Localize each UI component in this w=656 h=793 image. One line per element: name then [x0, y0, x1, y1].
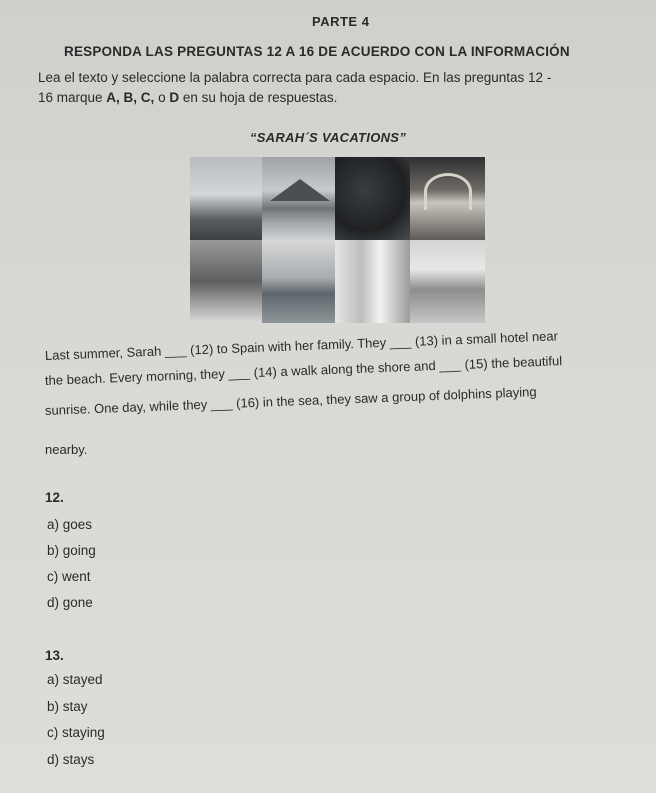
instruction-letters: A, B, C,: [106, 90, 155, 105]
section-heading: RESPONDA LAS PREGUNTAS 12 A 16 DE ACUERDO CON LA INFORMACIÓN: [64, 44, 570, 59]
reading-title: “SARAH´S VACATIONS”: [249, 130, 407, 145]
option-d[interactable]: d) gone: [47, 595, 93, 610]
option-d[interactable]: d) stays: [47, 752, 95, 767]
instruction-line2-pre: 16 marque: [38, 90, 107, 105]
instruction-d: D: [169, 90, 180, 105]
passage-line-2: the beach. Every morning, they ___ (14) a walk along the shore and ___ (15) the beautiful: [44, 353, 563, 388]
question-number: 12.: [45, 490, 64, 505]
photo-hillside-town: [410, 240, 485, 323]
option-c[interactable]: c) went: [47, 569, 91, 584]
instruction-line1: Lea el texto y seleccione la palabra correcta para cada espacio. En las preguntas 12 -: [38, 70, 552, 85]
passage-line-3: sunrise. One day, while they ___ (16) in the sea, they saw a group of dolphins playing: [44, 384, 537, 418]
photo-rocky-shore: [190, 157, 262, 240]
passage-line-1: Last summer, Sarah ___ (12) to Spain with her family. They ___ (13) in a small hotel near: [44, 328, 559, 363]
option-a[interactable]: a) goes: [47, 517, 93, 532]
photo-collage: [190, 157, 485, 323]
passage-line-4: nearby.: [45, 442, 88, 457]
photo-curtained-room: [335, 240, 410, 323]
option-b[interactable]: b) stay: [47, 699, 88, 714]
photo-ruins: [190, 240, 262, 323]
instruction-post: en su hoja de respuestas.: [179, 90, 338, 105]
option-b[interactable]: b) going: [47, 543, 96, 558]
question-number: 13.: [45, 648, 64, 663]
option-c[interactable]: c) staying: [47, 725, 105, 740]
option-a[interactable]: a) stayed: [47, 672, 103, 687]
photo-sculpture: [335, 157, 410, 240]
photo-mountain-bay: [262, 157, 335, 240]
instructions: [38, 68, 628, 108]
instruction-or: o: [154, 90, 170, 105]
photo-harbor: [262, 240, 335, 323]
photo-cathedral-interior: [410, 157, 485, 240]
part-label: PARTE 4: [312, 14, 370, 29]
